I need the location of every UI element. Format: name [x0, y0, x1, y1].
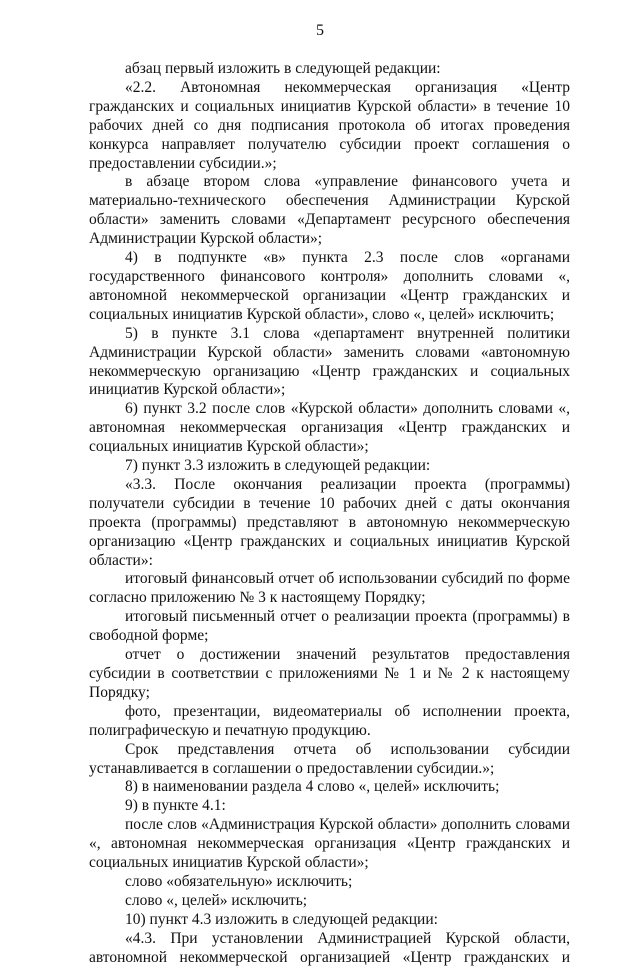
paragraph: «3.3. После окончания реализации проекта (программы) получатели субсидии в течение 10 рабочих дней с даты окончания проекта (программы) представляют в автономную некоммерческую организацию «Центр гражданских и социальных инициатив Курской области»:: [89, 475, 570, 569]
paragraph: итоговый письменный отчет о реализации проекта (программы) в свободной форме;: [89, 608, 570, 645]
paragraph: Срок представления отчета об использовании субсидии устанавливается в соглашении о предоставлении субсидии.»;: [89, 740, 570, 777]
paragraph: 10) пункт 4.3 изложить в следующей редакции:: [125, 910, 438, 928]
paragraph: после слов «Администрация Курской области» дополнить словами «, автономная некоммерческая организация «Центр гражданских и социальных инициатив Курской области»;: [89, 816, 570, 872]
document-body: [89, 60, 570, 968]
paragraph: фото, презентации, видеоматериалы об исполнении проекта, полиграфическую и печатную продукцию.: [89, 702, 570, 739]
paragraph: «4.3. При установлении Администрацией Курской области, автономной некоммерческой организацией «Центр гражданских и: [89, 929, 570, 966]
paragraph: слово «обязательную» исключить;: [125, 872, 353, 890]
paragraph: отчет о достижении значений результатов предоставления субсидии в соответствии с приложениями № 1 и № 2 к настоящему Порядку;: [89, 646, 570, 701]
paragraph: 8) в наименовании раздела 4 слово «, целей» исключить;: [125, 778, 500, 796]
page-number: 5: [316, 22, 324, 39]
paragraph: слово «, целей» исключить;: [125, 891, 308, 909]
paragraph: 7) пункт 3.3 изложить в следующей редакции:: [125, 457, 431, 475]
paragraph: 9) в пункте 4.1:: [125, 797, 226, 815]
paragraph: «2.2. Автономная некоммерческая организация «Центр гражданских и социальных инициатив Курской области» в течение 10 рабочих дней со дня подписания протокола об итогах проведения конкурса направляет получателю субсидии проект соглашения о предоставлении субсидии.»;: [89, 78, 570, 172]
paragraph: 4) в подпункте «в» пункта 2.3 после слов «органами государственного финансового контроля» дополнить словами «, автономной некоммерческой организации «Центр гражданских и социальных инициатив Курской области», слово «, целей» исключить;: [89, 249, 570, 323]
paragraph: итоговый финансовый отчет об использовании субсидий по форме согласно приложению № 3 к настоящему Порядку;: [89, 570, 570, 607]
paragraph: 5) в пункте 3.1 слова «департамент внутренней политики Администрации Курской области» заменить словами «автономную некоммерческую организацию «Центр гражданских и социальных инициатив Курской области»;: [89, 324, 570, 399]
paragraph: абзац первый изложить в следующей редакции:: [125, 60, 441, 77]
paragraph: в абзаце втором слова «управление финансового учета и материально-технического обеспечения Администрации Курской области» заменить словами «Департамент ресурсного обеспечения Администрации Курской области»;: [89, 173, 570, 248]
paragraph: 6) пункт 3.2 после слов «Курской области» дополнить словами «, автономная некоммерческая организация «Центр гражданских и социальных инициатив Курской области»;: [89, 400, 570, 456]
